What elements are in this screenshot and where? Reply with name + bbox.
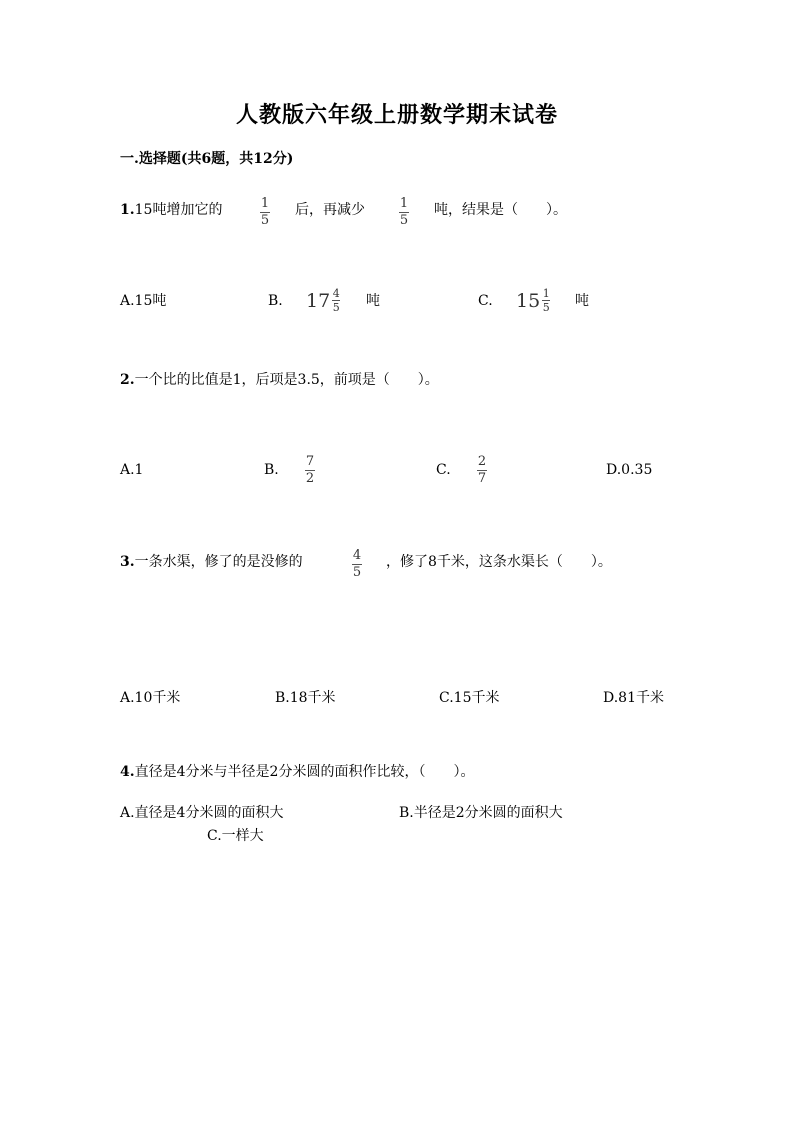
numerator: 7	[305, 454, 315, 469]
fraction	[260, 197, 270, 228]
option-a[interactable]: A.15吨	[120, 293, 167, 309]
question-number: 3.	[120, 554, 135, 570]
question-text: 后，再减少	[295, 202, 365, 218]
numerator: 4	[332, 287, 340, 300]
denominator: 5	[260, 213, 270, 228]
question-text: 一个比的比值是1，后项是3.5，前项是（ ）。	[134, 372, 439, 388]
option-c[interactable]: C.一样大	[207, 828, 264, 844]
section-heading: 一.选择题(共6题，共12分)	[120, 151, 294, 167]
fraction	[477, 455, 487, 486]
option-b[interactable]: B.18千米	[275, 690, 336, 706]
page-title: 人教版六年级上册数学期末试卷	[235, 102, 558, 128]
fraction	[305, 455, 315, 486]
denominator: 5	[542, 301, 550, 314]
mixed-number	[516, 288, 550, 313]
question-text: 吨，结果是（ ）。	[434, 202, 567, 218]
unit-label: 吨	[575, 293, 589, 309]
denominator: 5	[352, 565, 362, 580]
denominator: 5	[332, 301, 340, 314]
whole-part: 17	[306, 289, 331, 312]
denominator: 5	[399, 213, 409, 228]
question-number: 4.	[120, 764, 135, 780]
option-c[interactable]: C.15千米	[439, 690, 500, 706]
option-b-label[interactable]: B.	[264, 462, 279, 478]
option-a[interactable]: A.10千米	[120, 690, 181, 706]
option-a[interactable]: A.1	[120, 462, 144, 478]
option-a[interactable]: A.直径是4分米圆的面积大	[120, 805, 284, 821]
option-c-label[interactable]: C.	[436, 462, 451, 478]
question-number: 1.	[120, 202, 135, 218]
numerator: 4	[352, 548, 362, 563]
denominator: 7	[477, 471, 487, 486]
numerator: 2	[477, 454, 487, 469]
unit-label: 吨	[366, 293, 380, 309]
fraction	[399, 197, 409, 228]
whole-part: 15	[516, 289, 541, 312]
option-c-label[interactable]: C.	[478, 293, 493, 309]
mixed-number	[306, 288, 340, 313]
denominator: 2	[305, 471, 315, 486]
numerator: 1	[399, 196, 409, 211]
option-b[interactable]: B.半径是2分米圆的面积大	[399, 805, 563, 821]
option-d[interactable]: D.81千米	[603, 690, 664, 706]
question-number: 2.	[120, 372, 135, 388]
question-text: ，修了8千米，这条水渠长（ ）。	[386, 554, 612, 570]
question-text: 15吨增加它的	[134, 202, 223, 218]
option-d[interactable]: D.0.35	[606, 462, 653, 478]
question-text: 一条水渠，修了的是没修的	[134, 554, 303, 570]
option-b-label[interactable]: B.	[268, 293, 283, 309]
numerator: 1	[260, 196, 270, 211]
fraction	[352, 549, 362, 580]
question-text: 直径是4分米与半径是2分米圆的面积作比较，（ ）。	[134, 764, 475, 780]
numerator: 1	[542, 287, 550, 300]
